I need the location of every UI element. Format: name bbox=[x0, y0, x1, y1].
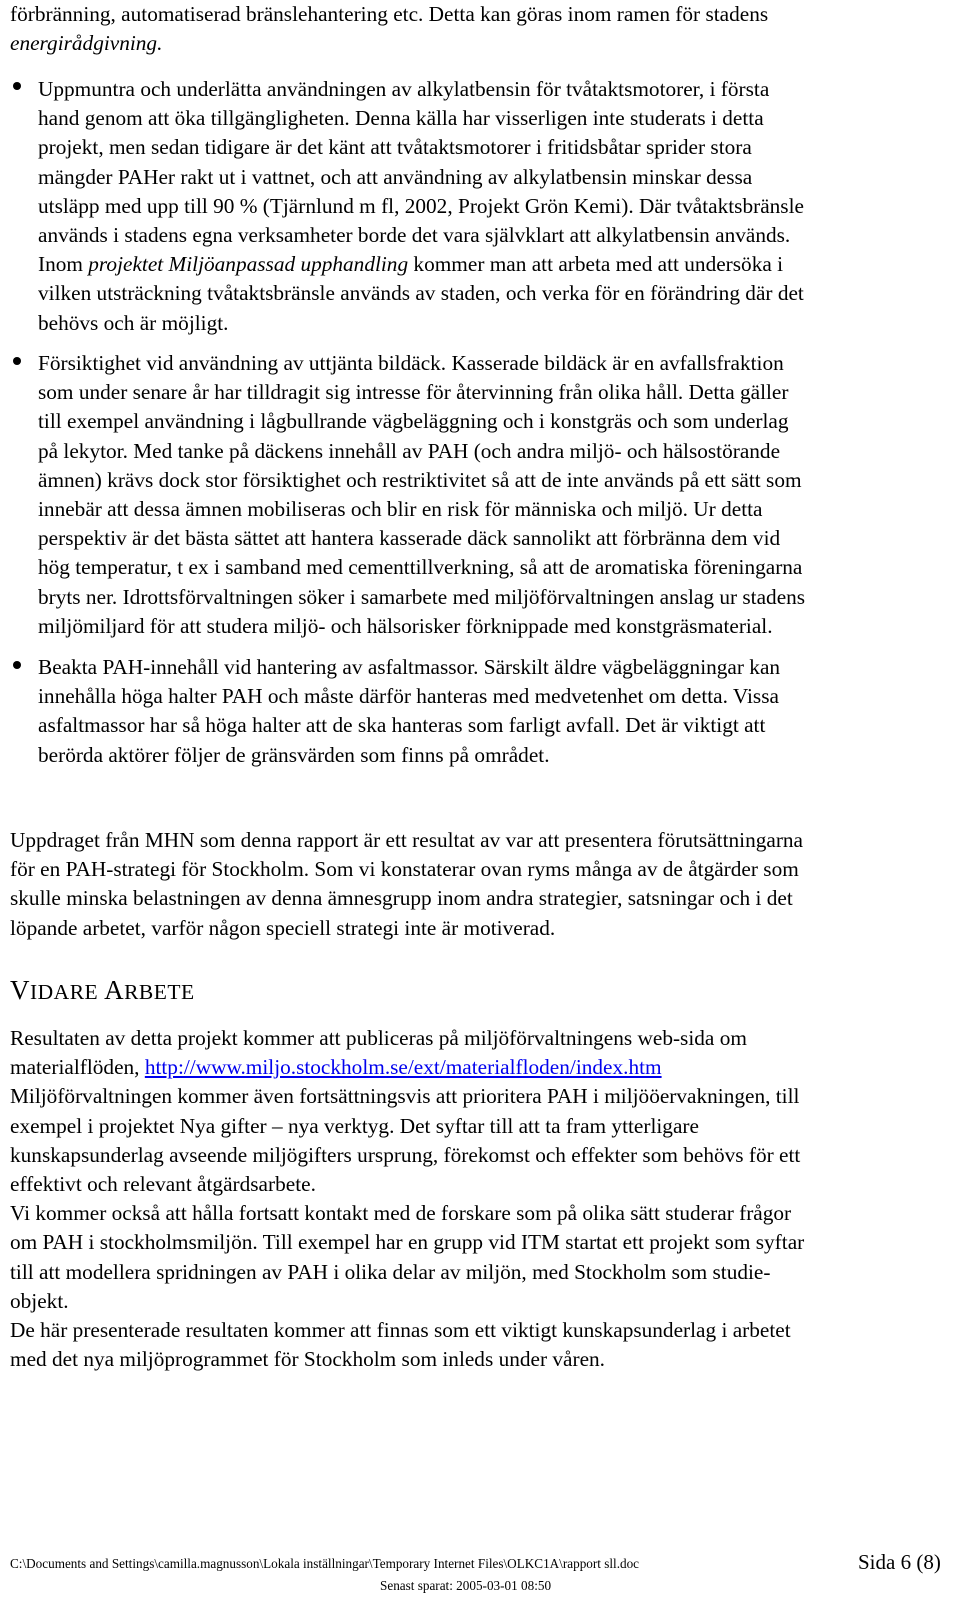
text-line: Vi kommer också att hålla fortsatt kontakt med de forskare som på olika sätt studerar frågor bbox=[10, 1201, 792, 1226]
text-line: kunskapsunderlag avseende miljögifters ursprung, förekomst och effekter som behövs för ett bbox=[10, 1142, 801, 1167]
text-line: De här presenterade resultaten kommer att finnas som ett viktigt kunskapsunderlag i arbetet bbox=[10, 1318, 791, 1343]
text-line: Miljöförvaltningen kommer även fortsättningsvis att prioritera PAH i miljööervakningen, till bbox=[10, 1084, 800, 1109]
text-line: Uppmuntra och underlätta användningen av alkylatbensin för tvåtaktsmotorer, i första bbox=[38, 77, 770, 101]
text-line-mixed bbox=[38, 250, 943, 279]
footer-saved-date: Senast sparat: 2005-03-01 08:50 bbox=[380, 1578, 552, 1593]
heading-rest: RBETE bbox=[124, 980, 195, 1004]
heading-cap: V bbox=[10, 975, 30, 1005]
text-line: för en PAH-strategi för Stockholm. Som vi konstaterar ovan ryms många av de åtgärder som bbox=[10, 857, 799, 882]
text-line: på lekytor. Med tanke på däckens innehåll av PAH (och andra miljö- och hälsostörande bbox=[38, 438, 781, 463]
text-line: energirådgivning. bbox=[10, 31, 163, 56]
text-line: används i stadens egna verksamheter borde det vara självklart att alkylatbensin används. bbox=[38, 223, 791, 248]
text-line: utsläpp med upp till 90 % (Tjärnlund m fl, 2002, Projekt Grön Kemi). Där tvåtaktsbränsle bbox=[38, 193, 804, 218]
bullet-icon bbox=[10, 655, 24, 669]
bullet-bildack bbox=[38, 349, 943, 641]
heading-rest: IDARE bbox=[30, 980, 105, 1004]
bullet-icon bbox=[10, 76, 24, 90]
text-line: objekt. bbox=[10, 1288, 69, 1313]
text-line: om PAH i stockholmsmiljön. Till exempel har en grupp vid ITM startat ett projekt som syftar bbox=[10, 1230, 805, 1255]
text-fragment: kommer man att arbeta med att undersöka i bbox=[408, 252, 784, 277]
text-line: innebär att dessa ämnen mobiliseras och blir en risk för människa och miljö. Ur detta bbox=[38, 497, 763, 522]
text-line: hög temperatur, t ex i samband med cementtillverkning, så att de aromatiska föreningarna bbox=[38, 555, 803, 580]
text-line: förbränning, automatiserad bränslehantering etc. Detta kan göras inom ramen för stadens bbox=[10, 2, 769, 26]
text-fragment: Inom bbox=[38, 252, 89, 277]
text-line: effektivt och relevant åtgärdsarbete. bbox=[10, 1172, 316, 1197]
text-line: Resultaten av detta projekt kommer att publiceras på miljöförvaltningens web-sida om bbox=[10, 1026, 747, 1050]
bullet-alkylatbensin bbox=[38, 75, 943, 338]
text-line: till exempel användning i lågbullrande vägbeläggning och i konstgräs och som underlag bbox=[38, 409, 789, 434]
text-line: som under senare år har tilldragit sig intresse för återvinning från olika håll. Detta gäller bbox=[38, 380, 789, 405]
text-line: behövs och är möjligt. bbox=[38, 310, 229, 335]
text-line: löpande arbetet, varför någon speciell strategi inte är motiverad. bbox=[10, 915, 556, 940]
text-line: berörda aktörer följer de gränsvärden som finns på området. bbox=[38, 742, 550, 767]
text-fragment: materialflöden, bbox=[10, 1055, 145, 1080]
text-line: exempel i projektet Nya gifter – nya verktyg. Det syftar till att ta fram ytterligare bbox=[10, 1113, 699, 1138]
text-line: asfaltmassor har så höga halter att de ska hanteras som farligt avfall. Det är viktigt att bbox=[38, 713, 766, 738]
bullet-icon bbox=[10, 351, 24, 365]
text-line: ämnen) krävs dock stor försiktighet och restriktivitet så att de inte används på ett sätt som bbox=[38, 467, 802, 492]
heading-cap: A bbox=[104, 975, 125, 1005]
summary-paragraph bbox=[10, 826, 945, 943]
materialfloden-link[interactable]: http://www.miljo.stockholm.se/ext/materialfloden/index.htm bbox=[144, 1055, 662, 1080]
text-line: med det nya miljöprogrammet för Stockholm som inleds under våren. bbox=[10, 1347, 606, 1372]
footer-page-number: Sida 6 (8) bbox=[858, 1550, 941, 1574]
text-line: hand genom att öka tillgängligheten. Denna källa har visserligen inte studerats i detta bbox=[38, 106, 764, 131]
text-line: skulle minska belastningen av denna ämnesgrupp inom andra strategier, satsningar och i det bbox=[10, 886, 793, 911]
text-line-with-link bbox=[10, 1053, 945, 1082]
text-line: vilken utsträckning tvåtaktsbränsle används av staden, och verka för en förändring där det bbox=[38, 281, 804, 306]
intro-continuation bbox=[10, 0, 945, 58]
bullet-asfaltmassor bbox=[38, 653, 943, 770]
footer-file-path: C:\Documents and Settings\camilla.magnusson\Lokala inställningar\Temporary Internet Files\OLKC1A\rapport sll.doc bbox=[10, 1556, 640, 1571]
text-line: mängder PAHer rakt ut i vattnet, och att användning av alkylatbensin minskar dessa bbox=[38, 164, 753, 189]
text-line: projekt, men sedan tidigare är det känt att tvåtaktsmotorer i fritidsbåtar sprider stora bbox=[38, 135, 752, 160]
text-line: innehålla höga halter PAH och måste därför hanteras med medvetenhet om detta. Vissa bbox=[38, 684, 779, 709]
text-line: Beakta PAH-innehåll vid hantering av asfaltmassor. Särskilt äldre vägbeläggningar kan bbox=[38, 655, 781, 679]
text-line: till att modellera spridningen av PAH i olika delar av miljön, med Stockholm som studie- bbox=[10, 1259, 771, 1284]
text-line: miljömiljard för att studera miljö- och hälsorisker förknippade med konstgräsmaterial. bbox=[38, 613, 773, 638]
text-line: Uppdraget från MHN som denna rapport är ett resultat av var att presentera förutsättningarna bbox=[10, 828, 804, 852]
text-line: Försiktighet vid användning av uttjänta bildäck. Kasserade bildäck är en avfallsfraktion bbox=[38, 351, 784, 375]
text-line: bryts ner. Idrottsförvaltningen söker i samarbete med miljöförvaltningen anslag ur stadens bbox=[38, 584, 806, 609]
italic-project-name: projektet Miljöanpassad upphandling bbox=[88, 252, 409, 277]
further-work-section bbox=[10, 1024, 945, 1374]
section-heading-vidare-arbete bbox=[10, 975, 195, 1006]
text-line: perspektiv är det bästa sättet att hantera kasserade däck sannolikt att förbränna dem vid bbox=[38, 526, 781, 551]
